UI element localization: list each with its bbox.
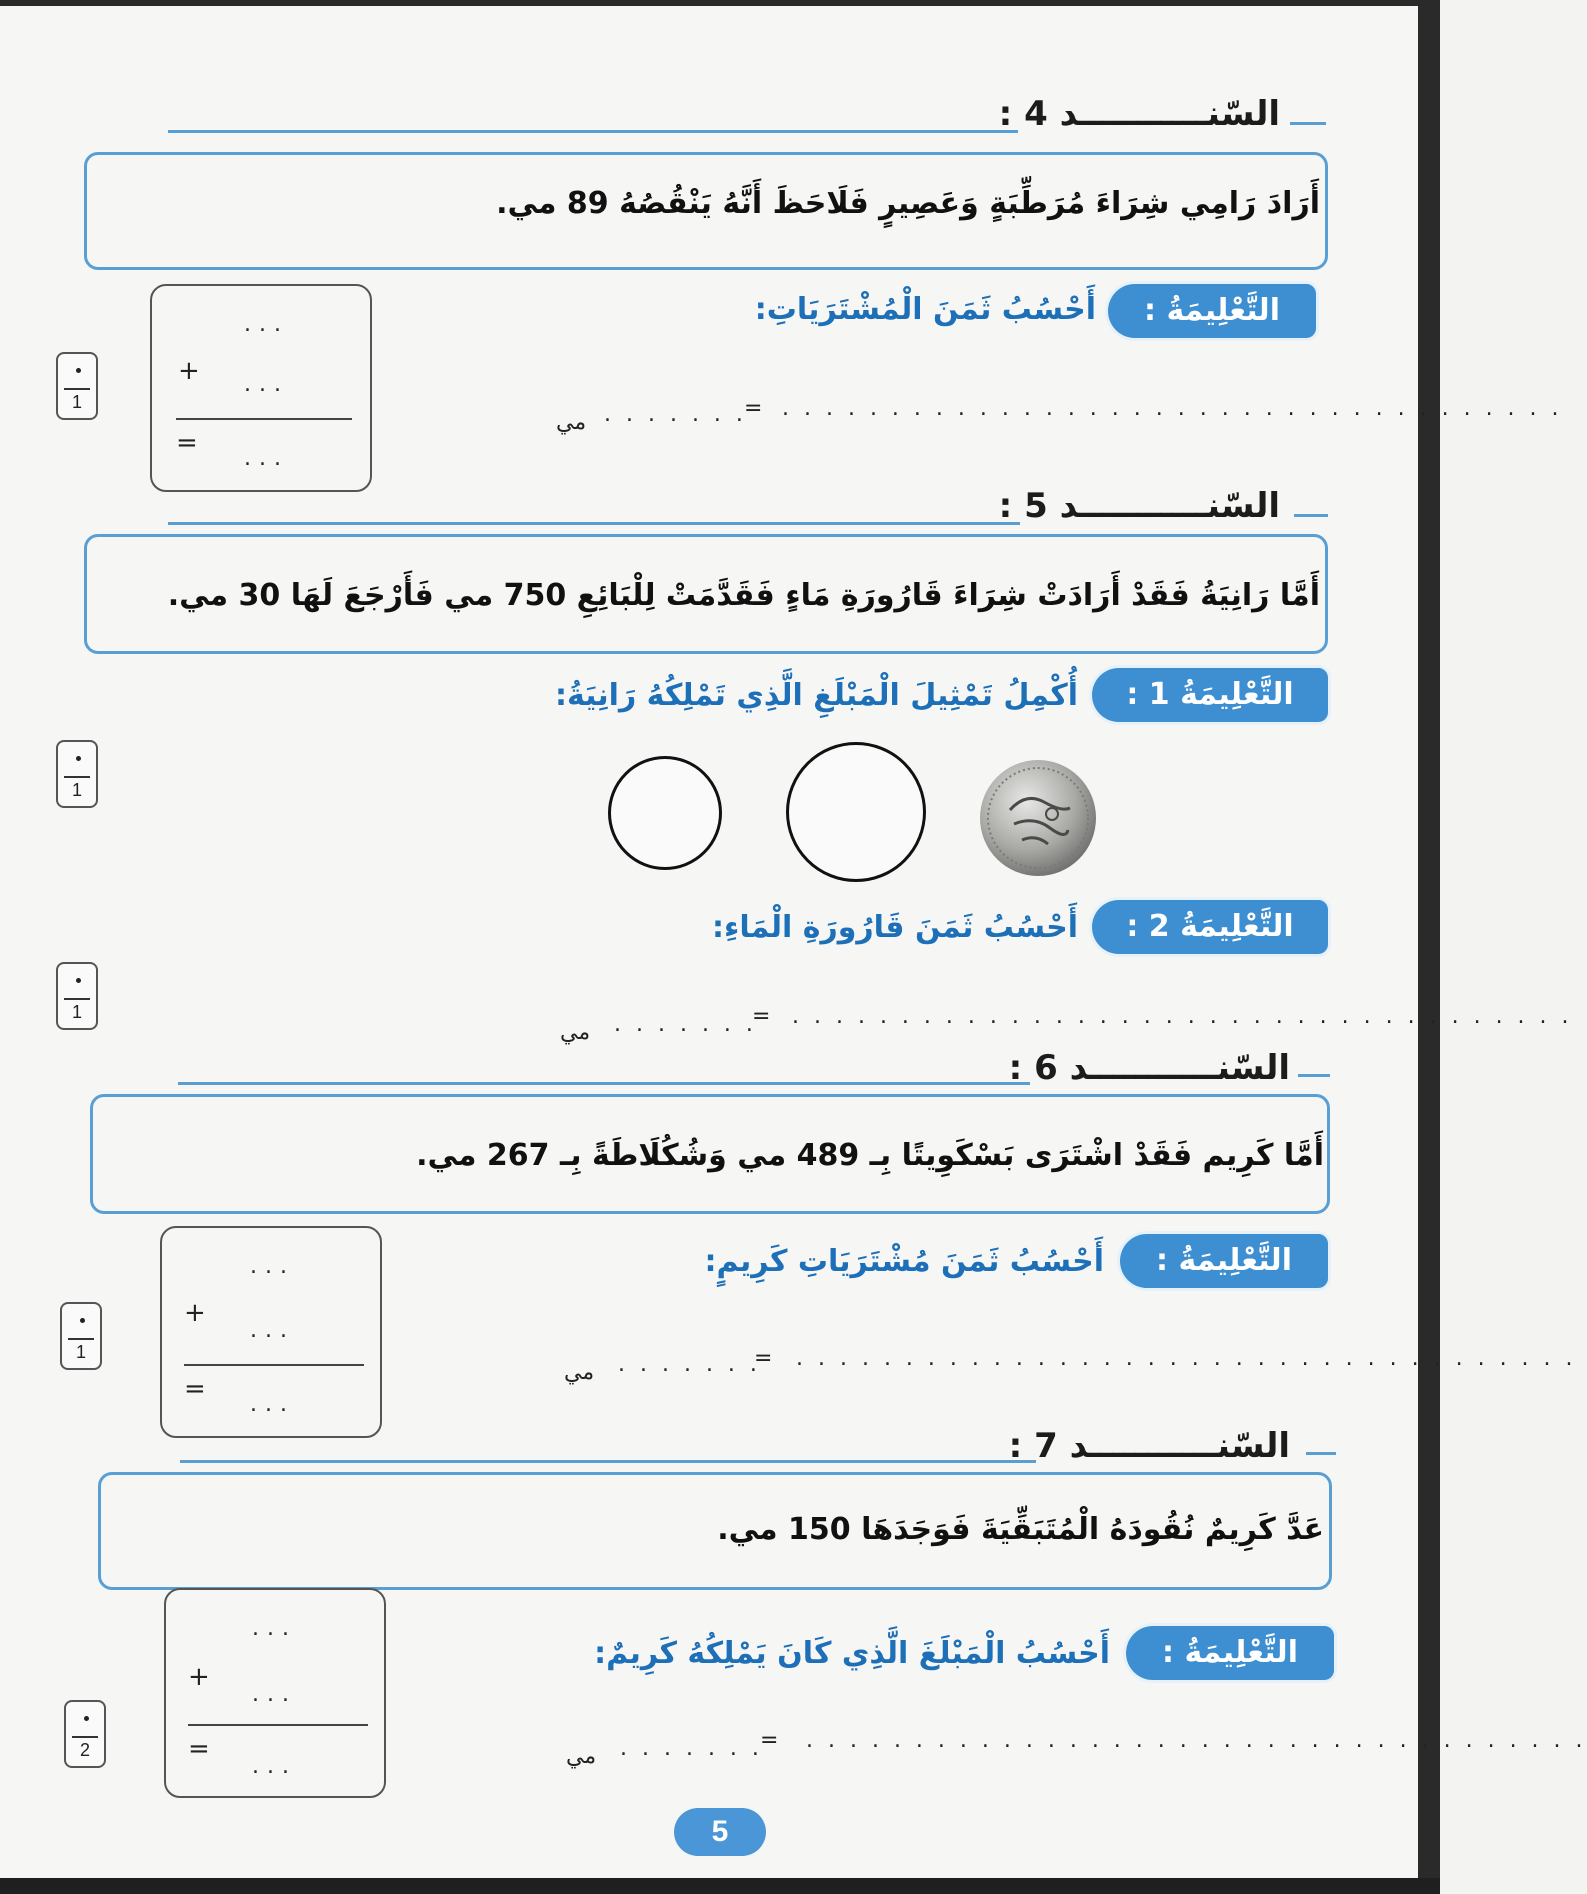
- score-denominator: 1: [75, 1342, 86, 1362]
- title-tick: [1306, 1452, 1336, 1455]
- answer-equals: =: [760, 1728, 783, 1753]
- section-title-number: 7 :: [1008, 1426, 1058, 1466]
- scan-edge-top: [0, 0, 1440, 6]
- score-denominator: 2: [79, 1740, 90, 1760]
- unit-label: مي: [556, 410, 587, 435]
- score-rule: [68, 1338, 94, 1340]
- section-title-number: 5 :: [998, 486, 1048, 526]
- title-tick: [1294, 514, 1328, 517]
- section-title-word: السّنـــــــــــد: [1069, 1426, 1290, 1466]
- addend-2-dots: ...: [250, 1318, 295, 1343]
- title-underline: [178, 1082, 1030, 1085]
- page-number: 5: [674, 1808, 766, 1856]
- result-dots: ...: [250, 1392, 295, 1417]
- score-rule: [64, 998, 90, 1000]
- score-box: [60, 1302, 102, 1370]
- answer-dots-short[interactable]: . . . . . . .: [614, 1012, 757, 1037]
- score-dot: [80, 1318, 85, 1323]
- answer-dots-short[interactable]: . . . . . . .: [604, 402, 747, 427]
- answer-dots-short[interactable]: . . . . . . .: [620, 1736, 763, 1761]
- section-title-word: السّنـــــــــــد: [1059, 486, 1280, 526]
- empty-coin-circle[interactable]: [608, 756, 722, 870]
- statement-text: أَمَّا كَرِيم فَقَدْ اشْتَرَى بَسْكَوِيتًا بِـ 489 مي وَشُكُلَاطَةً بِـ 267 مي.: [416, 1138, 1324, 1173]
- scan-edge-right: [1418, 0, 1440, 1894]
- instruction-badge: التَّعْلِيمَةُ 2 :: [1092, 900, 1328, 954]
- section-title-word: السّنـــــــــــد: [1059, 94, 1280, 134]
- answer-equals: =: [752, 1004, 775, 1029]
- score-dot: [84, 1716, 89, 1721]
- score-box: [56, 352, 98, 420]
- statement-text: عَدَّ كَرِيمٌ نُقُودَهُ الْمُتَبَقِّيَةَ فَوَجَدَهَا 150 مي.: [717, 1512, 1324, 1547]
- addition-box: [164, 1588, 386, 1798]
- unit-label: مي: [560, 1020, 591, 1045]
- instruction-badge: التَّعْلِيمَةُ :: [1126, 1626, 1334, 1680]
- answer-dots-long[interactable]: . . . . . . . . . . . . . . . . . . . . . . . . . . . . . . . . . . . .: [792, 1004, 1573, 1029]
- instruction-badge: التَّعْلِيمَةُ :: [1108, 284, 1316, 338]
- addend-2-dots: ...: [252, 1682, 297, 1707]
- plus-sign: +: [178, 356, 200, 386]
- section-title: [999, 94, 1280, 134]
- section-title: [1009, 1048, 1290, 1088]
- section-title-word: السّنـــــــــــد: [1069, 1048, 1290, 1088]
- score-box: [64, 1700, 106, 1768]
- title-tick: [1298, 1074, 1330, 1077]
- empty-coin-circle[interactable]: [786, 742, 926, 882]
- score-dot: [76, 368, 81, 373]
- instruction-text: أَحْسُبُ ثَمَنَ قَارُورَةِ الْمَاءِ:: [712, 910, 1078, 945]
- coin-image: [978, 758, 1098, 878]
- answer-dots-long[interactable]: . . . . . . . . . . . . . . . . . . . . . . . . . . . . . . . . . . . .: [806, 1728, 1587, 1753]
- addition-box: [160, 1226, 382, 1438]
- addition-box: [150, 284, 372, 492]
- addend-1-dots: ...: [244, 312, 289, 337]
- section-title: [999, 486, 1280, 526]
- section-title: [1009, 1426, 1290, 1466]
- equals-sign: =: [184, 1374, 206, 1404]
- score-dot: [76, 978, 81, 983]
- score-box: [56, 962, 98, 1030]
- instruction-text: أَحْسُبُ الْمَبْلَغَ الَّذِي كَانَ يَمْلِكُهُ كَرِيمٌ:: [594, 1636, 1110, 1671]
- addend-1-dots: ...: [250, 1254, 295, 1279]
- score-denominator: 1: [71, 780, 82, 800]
- instruction-badge: التَّعْلِيمَةُ :: [1120, 1234, 1328, 1288]
- answer-dots-long[interactable]: . . . . . . . . . . . . . . . . . . . . . . . . . . . . . . . . . . . .: [796, 1346, 1577, 1371]
- addend-2-dots: ...: [244, 372, 289, 397]
- result-dots: ...: [252, 1754, 297, 1779]
- instruction-badge: التَّعْلِيمَةُ 1 :: [1092, 668, 1328, 722]
- plus-sign: +: [184, 1298, 206, 1328]
- section-title-number: 4 :: [998, 94, 1048, 134]
- title-tick: [1290, 122, 1326, 125]
- instruction-text: أَحْسُبُ ثَمَنَ مُشْتَرَيَاتِ كَرِيمٍ:: [704, 1244, 1104, 1279]
- statement-text: أَرَادَ رَامِي شِرَاءَ مُرَطِّبَةٍ وَعَصِيرٍ فَلَاحَظَ أَنَّهُ يَنْقُصُهُ 89 مي.: [496, 186, 1320, 221]
- unit-label: مي: [564, 1360, 595, 1385]
- score-rule: [72, 1736, 98, 1738]
- answer-dots-short[interactable]: . . . . . . .: [618, 1352, 761, 1377]
- sum-rule: [184, 1364, 364, 1366]
- instruction-text: أَحْسُبُ ثَمَنَ الْمُشْتَرَيَاتِ:: [754, 292, 1096, 327]
- sum-rule: [188, 1724, 368, 1726]
- unit-label: مي: [566, 1744, 597, 1769]
- score-denominator: 1: [71, 1002, 82, 1022]
- sum-rule: [176, 418, 352, 420]
- answer-dots-long[interactable]: . . . . . . . . . . . . . . . . . . . . . . . . . . . . . . . . . . . .: [782, 396, 1563, 421]
- score-box: [56, 740, 98, 808]
- instruction-text: أُكْمِلُ تَمْثِيلَ الْمَبْلَغِ الَّذِي تَمْلِكُهُ رَانِيَةُ:: [554, 678, 1078, 713]
- scan-edge-bottom: [0, 1878, 1440, 1894]
- title-underline: [168, 130, 1018, 133]
- section-title-number: 6 :: [1008, 1048, 1058, 1088]
- score-dot: [76, 756, 81, 761]
- result-dots: ...: [244, 446, 289, 471]
- title-underline: [180, 1460, 1036, 1463]
- equals-sign: =: [176, 428, 198, 458]
- plus-sign: +: [188, 1662, 210, 1692]
- score-rule: [64, 776, 90, 778]
- answer-equals: =: [754, 1346, 777, 1371]
- coin-icon: [978, 758, 1098, 878]
- addend-1-dots: ...: [252, 1616, 297, 1641]
- score-rule: [64, 388, 90, 390]
- equals-sign: =: [188, 1734, 210, 1764]
- title-underline: [168, 522, 1020, 525]
- answer-equals: =: [744, 396, 767, 421]
- score-denominator: 1: [71, 392, 82, 412]
- statement-text: أَمَّا رَانِيَةُ فَقَدْ أَرَادَتْ شِرَاءَ قَارُورَةِ مَاءٍ فَقَدَّمَتْ لِلْبَائِعِ 750 مي فَأَرْجَعَ لَهَا 30 مي.: [167, 578, 1320, 613]
